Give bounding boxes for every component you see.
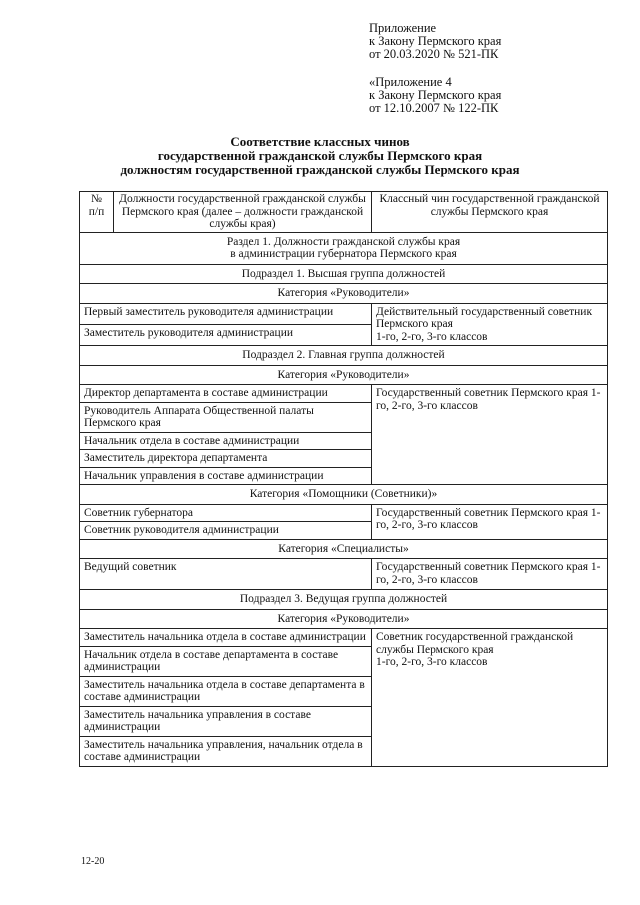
category-title: Категория «Руководители» (80, 365, 608, 385)
rank-cell: Государственный советник Пермского края 1-го, 2-го, 3-го классов (372, 559, 608, 590)
table-row (80, 629, 608, 647)
ranks-table (79, 191, 608, 767)
position-cell: Заместитель начальника отдела в составе департамента в составе администрации (80, 676, 372, 706)
position-cell: Заместитель директора департамента (80, 450, 372, 468)
appendix-header-line: «Приложение 4 (369, 75, 452, 89)
category-row (80, 609, 608, 629)
title-line: государственной гражданской службы Пермского края (157, 148, 483, 163)
appendix-header-line: к Закону Пермского края (369, 34, 502, 48)
subsection-title: Подраздел 3. Ведущая группа должностей (80, 590, 608, 610)
title-line: должностям государственной гражданской службы Пермского края (120, 162, 520, 177)
appendix-header-line: от 20.03.2020 № 521-ПК (369, 47, 499, 61)
appendix-header-line: Приложение (369, 21, 437, 35)
position-cell: Заместитель начальника управления, начальник отдела в составе администрации (80, 736, 372, 766)
table-row (80, 385, 608, 403)
title-line: Соответствие классных чинов (230, 134, 410, 149)
section-title: Раздел 1. Должности гражданской службы края в администрации губернатора Пермского края (80, 232, 608, 264)
subsection-row (80, 346, 608, 366)
document-title (0, 135, 640, 177)
position-cell: Руководитель Аппарата Общественной палаты Пермского края (80, 402, 372, 432)
table-row (80, 559, 608, 590)
category-title: Категория «Специалисты» (80, 539, 608, 559)
subsection-title: Подраздел 1. Высшая группа должностей (80, 264, 608, 284)
category-title: Категория «Руководители» (80, 609, 608, 629)
table-row (80, 303, 608, 324)
category-row (80, 539, 608, 559)
position-cell: Начальник управления в составе администрации (80, 467, 372, 485)
rank-cell: Действительный государственный советник Пермского края 1-го, 2-го, 3-го классов (372, 303, 608, 346)
table-header-row (80, 192, 608, 233)
category-title: Категория «Руководители» (80, 284, 608, 304)
subsection-row (80, 264, 608, 284)
position-cell: Начальник отдела в составе администрации (80, 432, 372, 450)
section-row (80, 232, 608, 264)
rank-cell: Государственный советник Пермского края 1-го, 2-го, 3-го классов (372, 504, 608, 539)
position-cell: Первый заместитель руководителя администрации (80, 303, 372, 324)
position-cell: Советник руководителя администрации (80, 522, 372, 540)
subsection-title: Подраздел 2. Главная группа должностей (80, 346, 608, 366)
header-rank: Классный чин государственной гражданской службы Пермского края (372, 192, 608, 233)
subsection-row (80, 590, 608, 610)
rank-cell: Советник государственной гражданской службы Пермского края 1-го, 2-го, 3-го классов (372, 629, 608, 767)
appendix-header-line: к Закону Пермского края (369, 88, 502, 102)
position-cell: Директор департамента в составе администрации (80, 385, 372, 403)
category-row (80, 485, 608, 505)
appendix-header (369, 22, 501, 61)
position-cell: Заместитель руководителя администрации (80, 324, 372, 345)
position-cell: Советник губернатора (80, 504, 372, 522)
header-position: Должности государственной гражданской службы Пермского края (далее – должности гражданской службы края) (114, 192, 372, 233)
rank-cell: Государственный советник Пермского края 1-го, 2-го, 3-го классов (372, 385, 608, 485)
position-cell: Заместитель начальника отдела в составе администрации (80, 629, 372, 647)
appendix-4-header (369, 76, 501, 115)
position-cell: Заместитель начальника управления в составе администрации (80, 706, 372, 736)
category-row (80, 365, 608, 385)
header-number: № п/п (80, 192, 114, 233)
category-row (80, 284, 608, 304)
table-row (80, 504, 608, 522)
position-cell: Ведущий советник (80, 559, 372, 590)
position-cell: Начальник отдела в составе департамента в составе администрации (80, 646, 372, 676)
page-number: 12-20 (81, 856, 105, 867)
category-title: Категория «Помощники (Советники)» (80, 485, 608, 505)
appendix-header-line: от 12.10.2007 № 122-ПК (369, 101, 499, 115)
